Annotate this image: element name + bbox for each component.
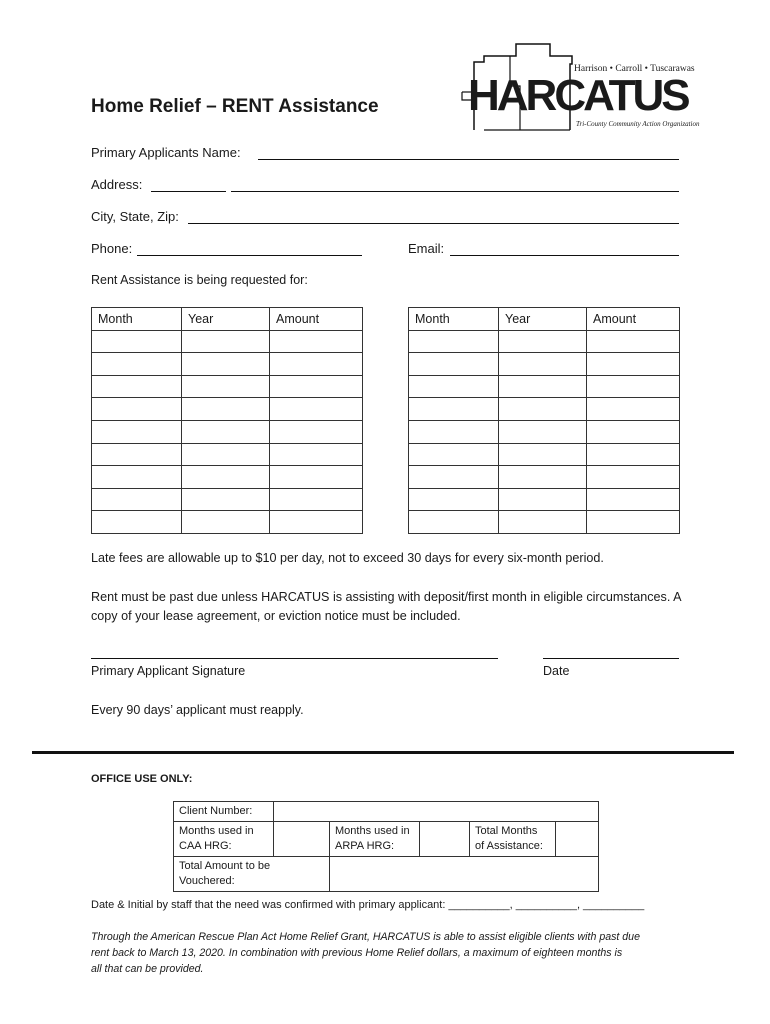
table-row	[409, 488, 680, 511]
table-row	[92, 330, 363, 353]
year-cell[interactable]	[499, 375, 587, 398]
table-row	[409, 443, 680, 466]
amount-cell[interactable]	[270, 488, 363, 511]
months-caa-field[interactable]	[274, 822, 330, 857]
month-cell[interactable]	[409, 488, 499, 511]
past-due-note-line1: Rent must be past due unless HARCATUS is assisting with deposit/first month in eligible circumstances. A	[91, 590, 682, 604]
city-state-zip-field[interactable]	[188, 207, 679, 224]
table-row	[92, 375, 363, 398]
table-row	[409, 398, 680, 421]
month-cell[interactable]	[92, 375, 182, 398]
month-cell[interactable]	[409, 511, 499, 534]
year-cell[interactable]	[499, 330, 587, 353]
footer-note-line2: rent back to March 13, 2020. In combination with previous Home Relief dollars, a maximum of eighteen months is	[91, 947, 623, 959]
year-cell[interactable]	[182, 375, 270, 398]
reapply-note: Every 90 days’ applicant must reapply.	[91, 703, 304, 717]
year-cell[interactable]	[499, 466, 587, 489]
column-header-amount: Amount	[587, 308, 680, 331]
late-fees-note: Late fees are allowable up to $10 per day, not to exceed 30 days for every six-month period.	[91, 551, 604, 565]
client-number-field[interactable]	[274, 802, 599, 822]
total-months-label	[470, 822, 556, 857]
date-label: Date	[543, 664, 570, 678]
table-row	[409, 375, 680, 398]
amount-cell[interactable]	[587, 375, 680, 398]
amount-cell[interactable]	[270, 375, 363, 398]
months-arpa-label-line1: Months used in	[335, 825, 410, 837]
amount-cell[interactable]	[587, 330, 680, 353]
month-cell[interactable]	[409, 443, 499, 466]
year-cell[interactable]	[499, 353, 587, 376]
footer-note-line3: all that can be provided.	[91, 963, 204, 975]
month-cell[interactable]	[92, 398, 182, 421]
column-header-month: Month	[409, 308, 499, 331]
year-cell[interactable]	[182, 398, 270, 421]
date-line[interactable]	[543, 658, 679, 659]
office-use-heading: OFFICE USE ONLY:	[91, 773, 193, 785]
applicant-name-label: Primary Applicants Name:	[91, 145, 241, 160]
table-row	[92, 420, 363, 443]
months-arpa-label	[330, 822, 420, 857]
table-row	[92, 511, 363, 534]
applicant-name-field[interactable]	[258, 143, 679, 160]
table-row	[92, 488, 363, 511]
city-state-zip-label: City, State, Zip:	[91, 209, 179, 224]
month-cell[interactable]	[92, 466, 182, 489]
past-due-note-line2: copy of your lease agreement, or eviction notice must be included.	[91, 609, 461, 623]
months-arpa-label-line2: ARPA HRG:	[335, 840, 395, 852]
column-header-year: Year	[182, 308, 270, 331]
months-caa-label-line2: CAA HRG:	[179, 840, 232, 852]
amount-cell[interactable]	[270, 511, 363, 534]
table-row	[409, 511, 680, 534]
amount-cell[interactable]	[587, 443, 680, 466]
harcatus-logo	[460, 42, 710, 138]
year-cell[interactable]	[499, 420, 587, 443]
amount-cell[interactable]	[270, 466, 363, 489]
table-row	[409, 420, 680, 443]
table-row	[92, 443, 363, 466]
amount-cell[interactable]	[270, 398, 363, 421]
total-amount-field[interactable]	[330, 857, 599, 892]
amount-cell[interactable]	[587, 420, 680, 443]
months-arpa-field[interactable]	[420, 822, 470, 857]
rent-table-left	[91, 307, 363, 534]
column-header-year: Year	[499, 308, 587, 331]
address-field-2[interactable]	[231, 175, 679, 192]
month-cell[interactable]	[92, 511, 182, 534]
table-row	[92, 466, 363, 489]
rent-rows-right	[409, 330, 680, 533]
year-cell[interactable]	[499, 398, 587, 421]
amount-cell[interactable]	[587, 398, 680, 421]
month-cell[interactable]	[409, 398, 499, 421]
office-use-table	[173, 801, 599, 892]
signature-label: Primary Applicant Signature	[91, 664, 246, 678]
amount-cell[interactable]	[587, 511, 680, 534]
address-field-1[interactable]	[151, 175, 226, 192]
year-cell[interactable]	[182, 511, 270, 534]
logo-tagline-top: Harrison • Carroll • Tuscarawas	[574, 64, 695, 74]
rent-request-label: Rent Assistance is being requested for:	[91, 273, 308, 287]
table-row	[409, 353, 680, 376]
month-cell[interactable]	[409, 466, 499, 489]
year-cell[interactable]	[182, 488, 270, 511]
logo-name: HARCATUS	[468, 71, 688, 120]
month-cell[interactable]	[409, 420, 499, 443]
month-cell[interactable]	[92, 353, 182, 376]
rent-rows-left	[92, 330, 363, 533]
rent-table-right	[408, 307, 680, 534]
year-cell[interactable]	[499, 511, 587, 534]
client-number-label: Client Number:	[174, 802, 274, 822]
amount-cell[interactable]	[587, 466, 680, 489]
table-row	[92, 398, 363, 421]
column-header-month: Month	[92, 308, 182, 331]
month-cell[interactable]	[92, 488, 182, 511]
total-months-label-line2: of Assistance:	[475, 840, 543, 852]
section-divider	[32, 751, 734, 754]
page-title: Home Relief – RENT Assistance	[91, 96, 379, 117]
total-months-field[interactable]	[556, 822, 599, 857]
month-cell[interactable]	[409, 375, 499, 398]
months-caa-label-line1: Months used in	[179, 825, 254, 837]
amount-cell[interactable]	[270, 443, 363, 466]
phone-field[interactable]	[137, 239, 362, 256]
amount-cell[interactable]	[270, 420, 363, 443]
amount-cell[interactable]	[270, 353, 363, 376]
table-row	[409, 330, 680, 353]
month-cell[interactable]	[409, 330, 499, 353]
total-amount-label: Total Amount to be Vouchered:	[174, 857, 330, 892]
amount-cell[interactable]	[270, 330, 363, 353]
amount-cell[interactable]	[587, 353, 680, 376]
staff-confirm-note: Date & Initial by staff that the need was confirmed with primary applicant: __________, __________, __________	[91, 899, 645, 911]
year-cell[interactable]	[182, 466, 270, 489]
year-cell[interactable]	[182, 353, 270, 376]
email-label: Email:	[408, 241, 445, 256]
year-cell[interactable]	[182, 330, 270, 353]
month-cell[interactable]	[409, 353, 499, 376]
month-cell[interactable]	[92, 330, 182, 353]
month-cell[interactable]	[92, 443, 182, 466]
year-cell[interactable]	[182, 443, 270, 466]
footer-note-line1: Through the American Rescue Plan Act Home Relief Grant, HARCATUS is able to assist eligible clients with past due	[91, 931, 640, 943]
year-cell[interactable]	[182, 420, 270, 443]
amount-cell[interactable]	[587, 488, 680, 511]
signature-line[interactable]	[91, 658, 498, 659]
total-months-label-line1: Total Months	[475, 825, 538, 837]
year-cell[interactable]	[499, 443, 587, 466]
address-label: Address:	[91, 177, 143, 192]
month-cell[interactable]	[92, 420, 182, 443]
email-field[interactable]	[450, 239, 679, 256]
months-caa-label	[174, 822, 274, 857]
logo-tagline-bottom: Tri-County Community Action Organization	[576, 120, 700, 128]
table-row	[92, 353, 363, 376]
phone-label: Phone:	[91, 241, 133, 256]
column-header-amount: Amount	[270, 308, 363, 331]
year-cell[interactable]	[499, 488, 587, 511]
table-row	[409, 466, 680, 489]
